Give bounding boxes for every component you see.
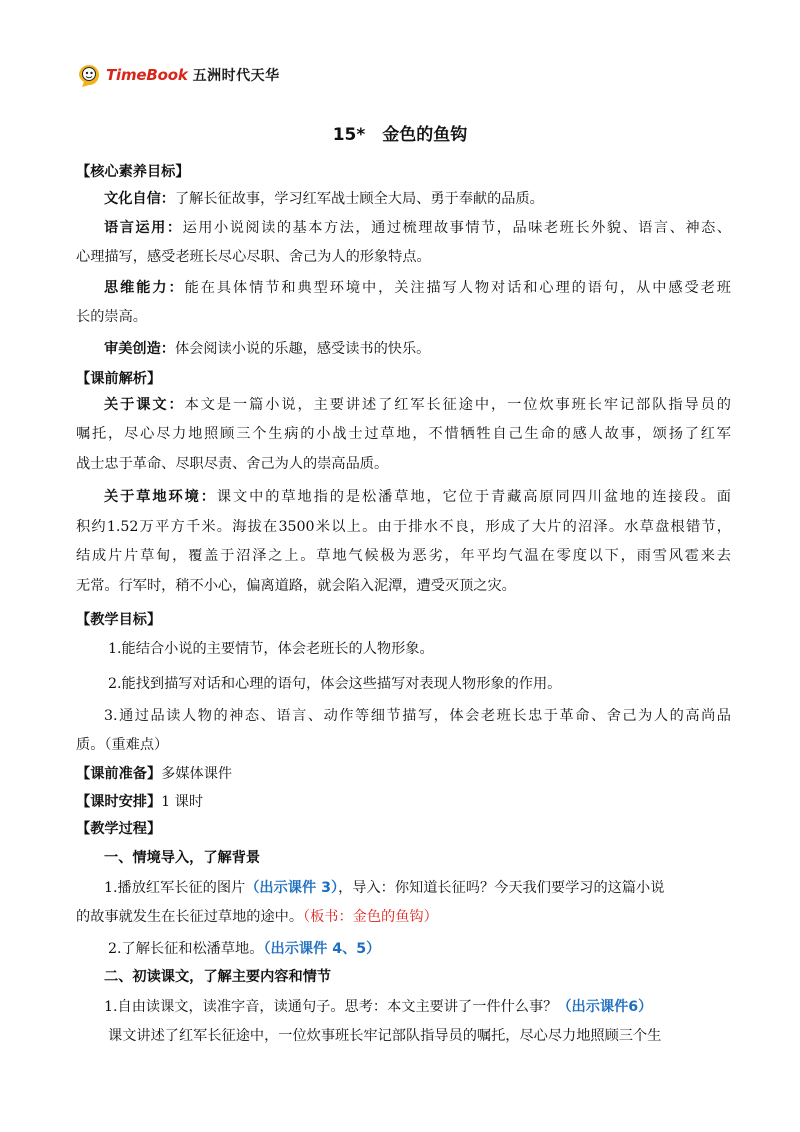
- step-heading-2: 二、初读课文，了解主要内容和情节: [104, 969, 332, 985]
- core-item-2-cont: 心理描写，感受老班长尽心尽职、舍己为人的形象特点。: [76, 249, 431, 265]
- goal-3: 3.通过品读人物的神态、语言、动作等细节描写，体会老班长忠于革命、舍己为人的高尚品: [104, 708, 731, 724]
- core-item-3: 思维能力：能在具体情节和典型环境中，关注描写人物对话和心理的语句，从中感受老班: [104, 280, 731, 296]
- grassland-text-1: 关于草地环境：课文中的草地指的是松潘草地，它位于青藏高原同四川盆地的连接段。面: [104, 489, 731, 505]
- grassland-text-4: 无常。行军时，稍不小心，偏离道路，就会陷入泥潭，遭受灭顶之灾。: [76, 578, 516, 594]
- grassland-text-3: 结成片片草甸，覆盖于沼泽之上。草地气候极为恶劣，年平均气温在零度以下，雨雪风雹来去: [76, 548, 731, 564]
- analysis-text-1: 关于课文：本文是一篇小说，主要讲述了红军长征途中，一位炊事班长牢记部队指导员的: [104, 397, 731, 413]
- goal-1: 1.能结合小说的主要情节，体会老班长的人物形象。: [108, 641, 434, 657]
- logo-mascot-icon: [76, 62, 102, 88]
- core-item-2: 语言运用：运用小说阅读的基本方法，通过梳理故事情节，品味老班长外貌、语言、神态、: [104, 220, 731, 236]
- section-heading-goals: 【教学目标】: [76, 612, 162, 628]
- section-heading-process: 【教学过程】: [76, 821, 162, 837]
- process-item-4: 课文讲述了红军长征途中，一位炊事班长牢记部队指导员的嘱托，尽心尽力地照顾三个生: [108, 1028, 662, 1044]
- goal-2: 2.能找到描写对话和心理的语句，体会这些描写对表现人物形象的作用。: [108, 676, 562, 692]
- section-heading-core: 【核心素养目标】: [76, 164, 190, 180]
- process-item-3: 1.自由读课文，读准字音，读通句子。思考：本文主要讲了一件什么事？（出示课件6）: [104, 999, 653, 1015]
- process-item-2: 2.了解长征和松潘草地。（出示课件 4、5）: [108, 941, 381, 957]
- analysis-text-3: 战士忠于革命、尽职尽责、舍己为人的崇高品质。: [76, 456, 389, 472]
- lesson-title: 15* 金色的鱼钩: [332, 125, 468, 145]
- core-item-1: 文化自信：了解长征故事，学习红军战士顾全大局、勇于奉献的品质。: [104, 191, 544, 207]
- goal-3-cont: 质。（重难点）: [76, 737, 169, 753]
- publisher-logo: [76, 60, 280, 90]
- analysis-text-2: 嘱托，尽心尽力地照顾三个生病的小战士过草地，不惜牺牲自己生命的感人故事，颂扬了红军: [76, 426, 731, 442]
- process-item-1-cont: 的故事就发生在长征过草地的途中。（板书：金色的鱼钩）: [76, 909, 438, 925]
- core-item-4: 审美创造：体会阅读小说的乐趣，感受读书的快乐。: [104, 341, 431, 357]
- grassland-text-2: 积约1.52万平方千米。海拔在3500米以上。由于排水不良，形成了大片的沼泽。水草盘根错节，: [76, 519, 731, 535]
- process-item-1: 1.播放红军长征的图片（出示课件 3），导入：你知道长征吗？今天我们要学习的这篇小说: [104, 880, 665, 896]
- step-heading-1: 一、情境导入，了解背景: [104, 850, 261, 866]
- prep-line: 【课前准备】多媒体课件: [76, 766, 233, 782]
- section-heading-analysis: 【课前解析】: [76, 371, 162, 387]
- core-item-3-cont: 长的崇高。: [76, 309, 147, 325]
- brand-name: TimeBook: [106, 66, 188, 84]
- brand-name-cn: 五洲时代天华: [192, 68, 280, 84]
- hours-line: 【课时安排】1 课时: [76, 794, 204, 810]
